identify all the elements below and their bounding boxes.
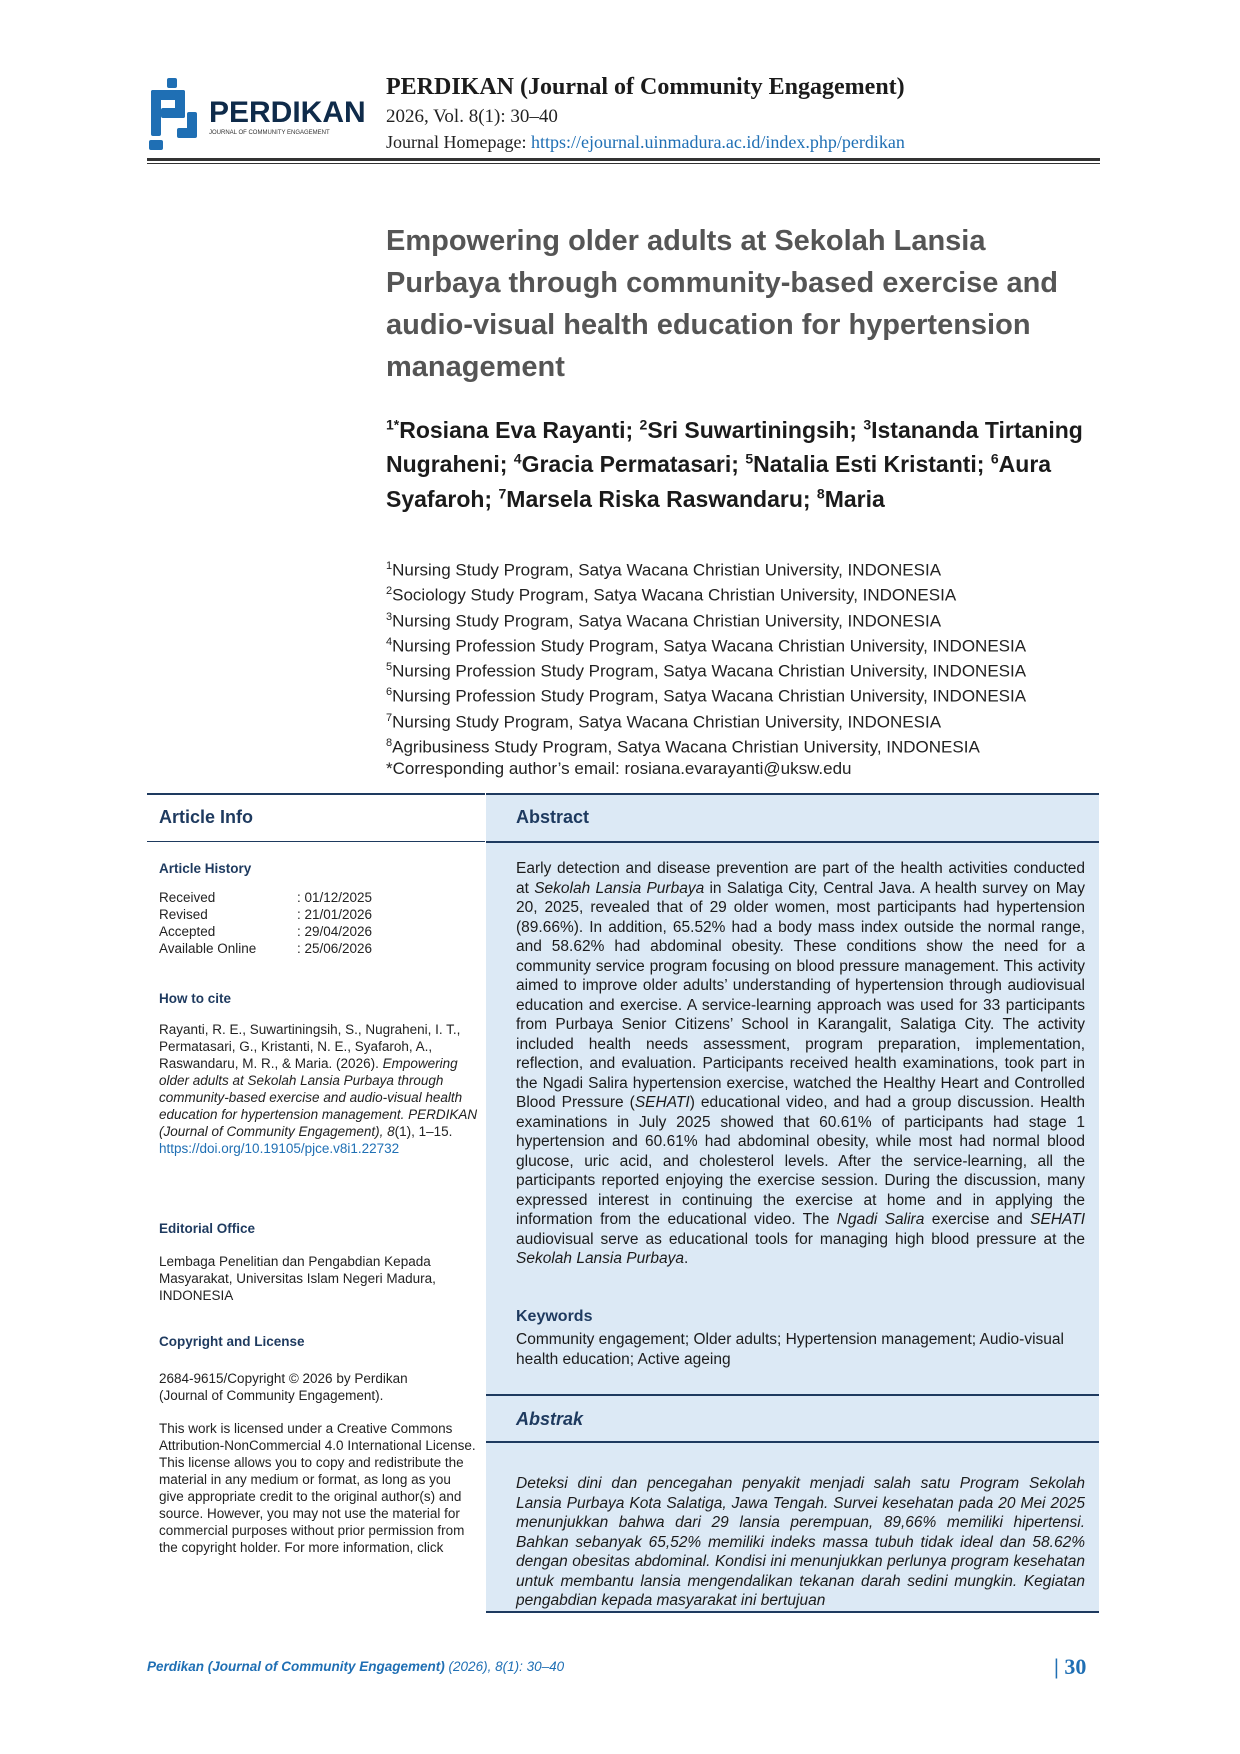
abstract-text: Early detection and disease prevention are part of the health activities conducted at Sekolah Lansia Purbaya in Salatiga City, Central Java. A health survey on May 20, 2025, revealed that of 29 older women, most participants had hypertension (89.66%). In addition, 65.52% had a body mass index outside the normal range, and 58.62% had abdominal obesity. These conditions show the need for a community service program focusing on blood pressure management. This activity aimed to improve older adults’ understanding of hypertension through audiovisual education and exercise. A service-learning approach was used for 33 participants from Purbaya Senior Citizens’ School in Karangalit, Salatiga City. The activity included health needs assessment, program preparation, implementation, reflection, and evaluation. Participants received health examinations, took part in the Ngadi Salira hypertension exercise, watched the Healthy Heart and Controlled Blood Pressure (SEHATI) educational video, and had a group discussion. Health examinations in July 2025 showed that 60.61% of participants had stage 1 hypertension and 60.61% had abdominal obesity, while most had normal blood glucose, uric acid, and cholesterol levels. After the service-learning, all the participants reported enjoying the exercise session. During the discussion, many expressed interest in continuing the exercise at home and in applying the information from the educational video. The Ngadi Salira exercise and SEHATI audiovisual serve as educational tools for managing high blood pressure at the Sekolah Lansia Purbaya. — [516, 860, 1086, 1267]
history-row: Available Online : 25/06/2026 — [159, 941, 373, 956]
article-history-heading: Article History — [159, 861, 252, 876]
history-row: Accepted : 29/04/2026 — [159, 924, 373, 939]
affiliation: $^8$Agribusiness Study Program, Satya Wacana Christian University, INDONESIA — [386, 736, 980, 757]
keywords-heading: Keywords — [516, 1308, 593, 1325]
author: $^6$Aura Syafaroh; — [386, 450, 1052, 512]
journal-issue: 2026, Vol. 8(1): 30–40 — [386, 106, 558, 127]
editorial-office-text: Lembaga Penelitian dan Pengabdian Kepada Masyarakat, Universitas Islam Negeri Madura, INDONESIA — [159, 1254, 436, 1303]
keywords-text: Community engagement; Older adults; Hypertension management; Audio-visual health education; Active ageing — [516, 1331, 1064, 1368]
article-title: Empowering older adults at Sekolah Lansia Purbaya through community-based exercise and audio-visual health education for hypertension management — [386, 225, 1059, 383]
author: $^7$Marsela Riska Raswandaru; — [498, 485, 817, 512]
homepage-link[interactable]: https://ejournal.uinmadura.ac.id/index.php/perdikan — [530, 132, 905, 152]
abstract-rule-top — [486, 793, 1099, 795]
affiliation: $^3$Nursing Study Program, Satya Wacana Christian University, INDONESIA — [386, 610, 942, 631]
journal-homepage — [386, 132, 905, 153]
affiliation-list — [386, 556, 1106, 780]
corresponding-author: *Corresponding author’s email: rosiana.evarayanti@uksw.edu — [386, 759, 852, 778]
history-row: Received : 01/12/2025 — [159, 890, 373, 905]
abstrak-rule-bottom — [486, 1441, 1099, 1443]
author: $^3$Istananda Tirtaning Nugraheni; — [386, 416, 1083, 478]
header-rule-thin — [147, 163, 1100, 164]
abstract-heading: Abstract — [516, 807, 590, 827]
abstrak-rule-top — [486, 1394, 1099, 1396]
article-info-rule-bottom — [147, 841, 485, 842]
history-row: Revised : 21/01/2026 — [159, 907, 373, 922]
author: $^2$Sri Suwartiningsih; — [639, 416, 864, 443]
abstrak-text: Deteksi dini dan pencegahan penyakit menjadi salah satu Program Sekolah Lansia Purbaya Kota Salatiga, Jawa Tengah. Survei kesehatan pada 20 Mei 2025 menunjukkan bahwa dari 29 lansia perempuan, 89,66% memiliki hipertensi. Bahkan sebanyak 65,52% memiliki indeks massa tubuh tidak ideal dan 58.62% dengan obesitas abdominal. Kondisi ini menunjukkan perlunya program kesehatan untuk membantu lansia mengendalikan tekanan darah sedini mungkin. Kegiatan pengabdian kepada masyarakat ini bertujuan — [516, 1475, 1085, 1609]
page-number: | 30 — [1054, 1654, 1087, 1679]
affiliation: $^4$Nursing Profession Study Program, Satya Wacana Christian University, INDONESIA — [386, 635, 1027, 656]
affiliation: $^1$Nursing Study Program, Satya Wacana Christian University, INDONESIA — [386, 560, 942, 580]
affiliation: $^6$Nursing Profession Study Program, Satya Wacana Christian University, INDONESIA — [386, 686, 1027, 706]
article-info-heading: Article Info — [159, 807, 254, 827]
header-rule — [147, 158, 1100, 161]
author: $^8$Maria — [816, 485, 885, 512]
abstract-panel-bottom-rule — [486, 1611, 1099, 1613]
journal-logo — [147, 72, 367, 156]
affiliation: $^5$Nursing Profession Study Program, Satya Wacana Christian University, INDONESIA — [386, 661, 1027, 681]
license-text: This work is licensed under a Creative Commons Attribution-NonCommercial 4.0 International License. This license allows you to copy and redistribute the material in any medium or format, as long as you give appropriate credit to the original author(s) and source. However, you may not use the material for commercial purposes without prior permission from the copyright holder. For more information, click — [159, 1421, 476, 1555]
abstrak-heading: Abstrak — [516, 1409, 584, 1429]
homepage-label: Journal Homepage: — [386, 132, 531, 152]
affiliation: $^7$Nursing Study Program, Satya Wacana Christian University, INDONESIA — [386, 711, 942, 732]
footer-citation: Perdikan (Journal of Community Engagement) (2026), 8(1): 30–40 — [147, 1659, 565, 1674]
citation: Rayanti, R. E., Suwartiningsih, S., Nugraheni, I. T., Permatasari, G., Kristanti, N. E., Syafaroh, A., Raswandaru, M. R., & Maria. (2026). Empowering older adults at Sekolah Lansia Purbaya through community-based exercise and audio-visual health education for hypertension management. PERDIKAN (Journal of Community Engagement), 8(1), 1–15. https://doi.org/10.19105/pjce.v8i1.22732 — [159, 1022, 478, 1156]
copyright-text: 2684-9615/Copyright © 2026 by Perdikan (Journal of Community Engagement). — [159, 1371, 408, 1403]
author-list — [386, 410, 1086, 514]
logo-wordmark: PERDIKAN — [209, 96, 366, 129]
logo-subtext: JOURNAL OF COMMUNITY ENGAGEMENT — [209, 130, 330, 136]
author: $^4$Gracia Permatasari; — [513, 450, 746, 478]
author: $^5$Natalia Esti Kristanti; — [745, 450, 991, 478]
article-info-rule-top — [147, 793, 485, 795]
doi-link[interactable]: https://doi.org/10.19105/pjce.v8i1.22732 — [159, 1141, 400, 1156]
editorial-office-heading: Editorial Office — [159, 1221, 256, 1236]
how-to-cite-heading: How to cite — [159, 991, 232, 1006]
author: $^{1*}$Rosiana Eva Rayanti; — [386, 416, 640, 443]
journal-title: PERDIKAN (Journal of Community Engagement) — [386, 74, 905, 100]
copyright-heading: Copyright and License — [159, 1334, 305, 1349]
affiliation: $^2$Sociology Study Program, Satya Wacana Christian University, INDONESIA — [386, 585, 957, 605]
abstract-rule-bottom — [486, 841, 1099, 843]
